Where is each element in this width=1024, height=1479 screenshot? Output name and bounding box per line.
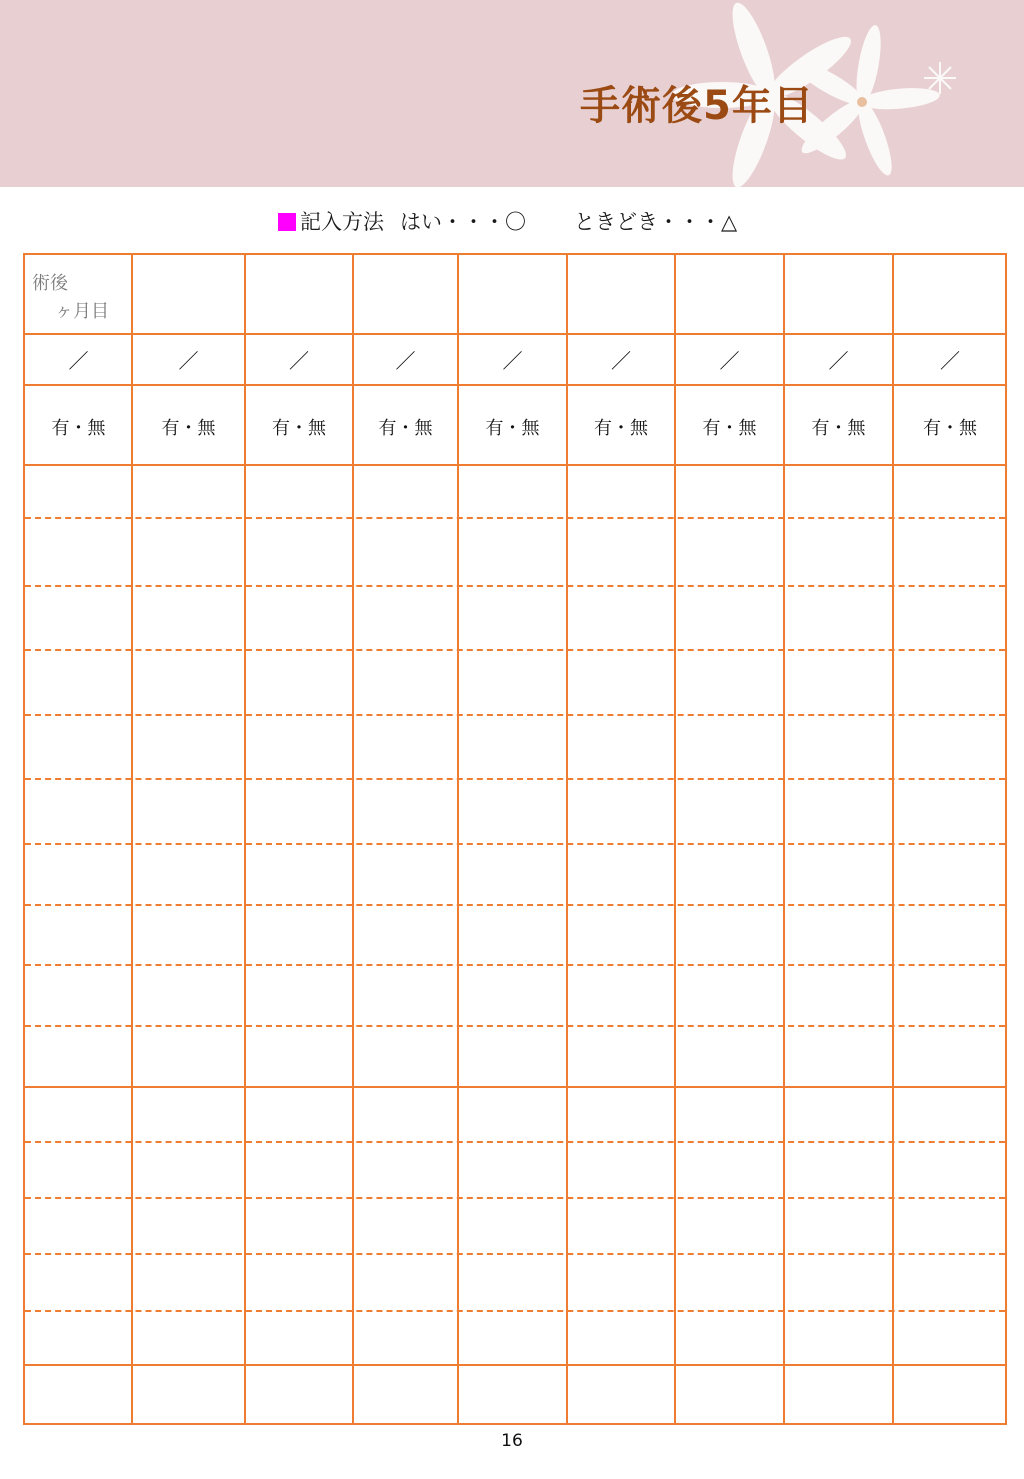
row-divider	[25, 1086, 1005, 1088]
dashed-row-divider	[25, 843, 1005, 845]
instructions-yes: はい・・・〇	[400, 210, 526, 234]
date-cell[interactable]: ／	[611, 349, 631, 373]
date-cell[interactable]: ／	[68, 349, 89, 373]
row-divider	[25, 1364, 1005, 1366]
dashed-row-divider	[25, 778, 1005, 780]
magenta-square-icon	[278, 213, 296, 231]
dashed-row-divider	[25, 904, 1005, 906]
dashed-row-divider	[25, 1197, 1005, 1199]
presence-cell[interactable]: 有・無	[702, 418, 757, 439]
presence-cell[interactable]: 有・無	[272, 418, 326, 439]
date-cell[interactable]: ／	[289, 349, 309, 373]
row-label-line2: ヶ月目	[55, 301, 109, 322]
symptom-record-table	[23, 253, 1007, 1425]
dashed-row-divider	[25, 1310, 1005, 1312]
date-cell[interactable]: ／	[502, 349, 523, 373]
dashed-row-divider	[25, 585, 1005, 587]
dashed-row-divider	[25, 649, 1005, 651]
flower-decoration-icon	[0, 0, 1024, 187]
dashed-row-divider	[25, 964, 1005, 966]
presence-cell[interactable]: 有・無	[811, 418, 866, 439]
presence-cell[interactable]: 有・無	[378, 418, 433, 439]
row-divider	[25, 464, 1005, 466]
presence-cell[interactable]: 有・無	[485, 418, 540, 439]
dashed-row-divider	[25, 1253, 1005, 1255]
row-divider	[25, 384, 1005, 386]
entry-instructions	[278, 206, 737, 236]
dashed-row-divider	[25, 1025, 1005, 1027]
row-divider	[25, 333, 1005, 335]
presence-cell[interactable]: 有・無	[51, 418, 106, 439]
presence-cell[interactable]: 有・無	[161, 418, 216, 439]
instructions-label: 記入方法	[300, 210, 384, 234]
dashed-row-divider	[25, 517, 1005, 519]
page-title: 手術後5年目	[580, 83, 814, 129]
header-banner	[0, 0, 1024, 187]
date-cell[interactable]: ／	[178, 349, 199, 373]
row-label-cell	[25, 255, 133, 335]
date-cell[interactable]: ／	[828, 349, 849, 373]
page-number: 16	[501, 1431, 523, 1451]
date-cell[interactable]: ／	[719, 349, 740, 373]
row-label-line1: 術後	[32, 273, 68, 294]
date-cell[interactable]: ／	[940, 349, 960, 373]
instructions-sometimes: ときどき・・・△	[574, 210, 738, 234]
date-cell[interactable]: ／	[395, 349, 416, 373]
presence-cell[interactable]: 有・無	[594, 418, 648, 439]
dashed-row-divider	[25, 1141, 1005, 1143]
presence-cell[interactable]: 有・無	[923, 418, 977, 439]
dashed-row-divider	[25, 714, 1005, 716]
